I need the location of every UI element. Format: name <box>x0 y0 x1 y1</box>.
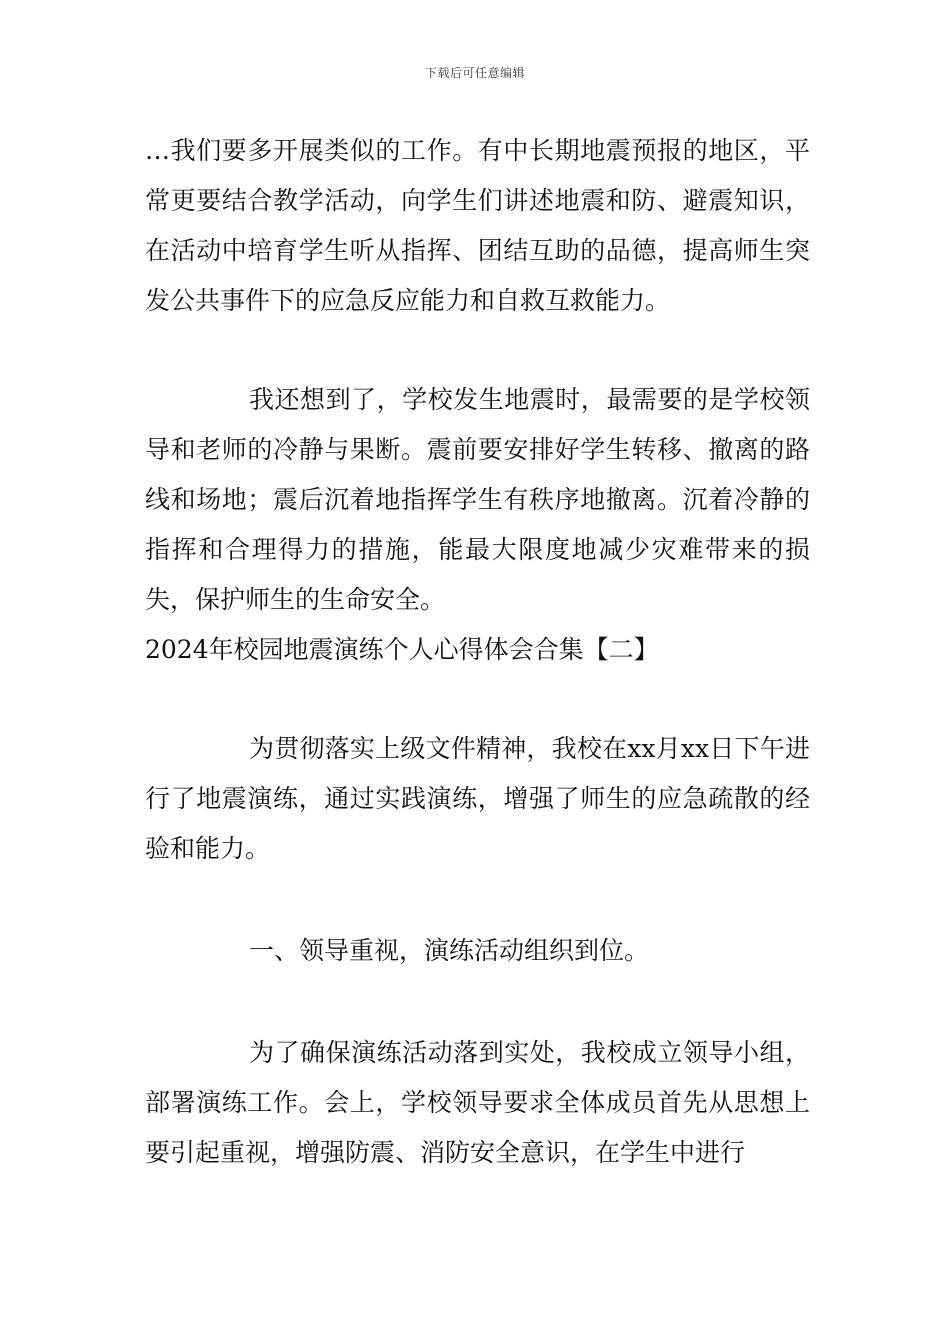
document-body <box>145 126 810 1178</box>
paragraph-4: 一、领导重视，演练活动组织到位。 <box>249 936 650 965</box>
paragraph-3: 为贯彻落实上级文件精神，我校在xx月xx日下午进行了地震演练，通过实践演练，增强了师生的应急疏散的经验和能力。 <box>145 734 810 863</box>
section-heading: 2024年校园地震演练个人心得体会合集【二】 <box>145 635 659 664</box>
paragraph-5: 为了确保演练活动落到实处，我校成立领导小组，部署演练工作。会上，学校领导要求全体成员首先从思想上要引起重视，增强防震、消防安全意识，在学生中进行 <box>145 1038 810 1167</box>
page-header: 下载后可任意编辑 <box>424 66 525 80</box>
paragraph-1: …我们要多开展类似的工作。有中长期地震预报的地区，平常更要结合教学活动，向学生们讲述地震和防、避震知识，在活动中培育学生听从指挥、团结互助的品德，提高师生突发公共事件下的应急反应能力和自救互救能力。 <box>145 136 810 315</box>
paragraph-2: 我还想到了，学校发生地震时，最需要的是学校领导和老师的冷静与果断。震前要安排好学生转移、撤离的路线和场地；震后沉着地指挥学生有秩序地撤离。沉着冷静的指挥和合理得力的措施，能最大限度地减少灾难带来的损失，保护师生的生命安全。 <box>145 385 810 614</box>
